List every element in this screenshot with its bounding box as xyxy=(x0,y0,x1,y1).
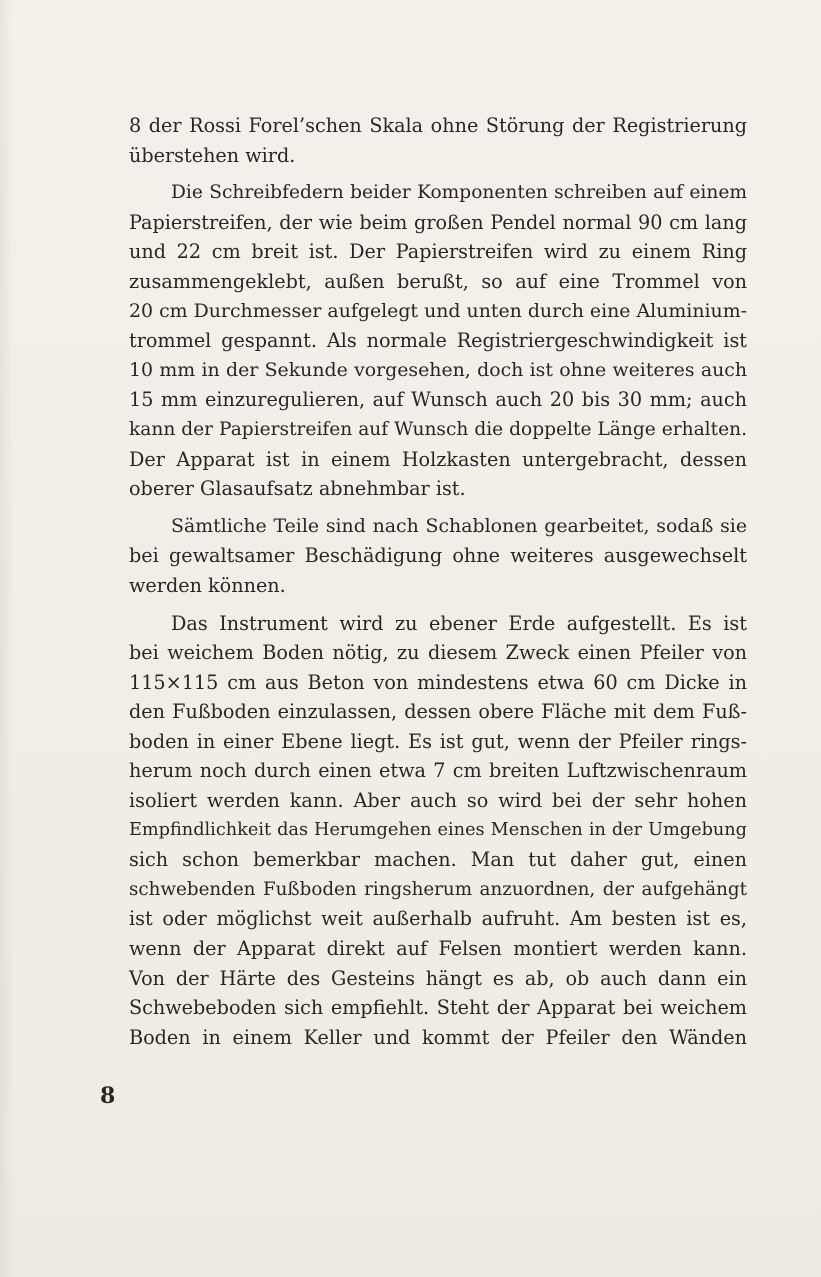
body-text xyxy=(129,111,747,1060)
text-line: Das Instrument wird zu ebener Erde aufgestellt. Es ist xyxy=(171,611,747,635)
paragraph xyxy=(129,111,747,170)
text-line: ist oder möglichst weit außerhalb aufruht. Am besten ist es, xyxy=(129,907,747,931)
text-line: schwebenden Fußboden ringsherum anzuordnen, der aufgehängt xyxy=(129,878,747,900)
text-line: überstehen wird. xyxy=(129,143,296,167)
paragraph xyxy=(129,178,747,504)
text-line: sich schon bemerkbar machen. Man tut daher gut, einen xyxy=(129,848,747,872)
text-line: bei gewaltsamer Beschädigung ohne weiteres ausgewechselt xyxy=(129,544,747,568)
text-line: oberer Glasaufsatz abnehmbar ist. xyxy=(129,477,466,501)
text-line: Sämtliche Teile sind nach Schablonen gearbeitet, sodaß sie xyxy=(171,514,747,537)
text-line: 8 der Rossi Forel’schen Skala ohne Störung der Registrierung xyxy=(129,114,747,137)
text-line: 20 cm Durchmesser aufgelegt und unten durch eine Aluminium- xyxy=(129,299,747,322)
text-line: Empfindlichkeit das Herumgehen eines Menschen in der Umgebung xyxy=(129,819,747,840)
text-line: boden in einer Ebene liegt. Es ist gut, wenn der Pfeiler rings- xyxy=(129,729,747,753)
text-line: kann der Papierstreifen auf Wunsch die doppelte Länge erhalten. xyxy=(129,418,747,440)
text-line: Papierstreifen, der wie beim großen Pendel normal 90 cm lang xyxy=(129,210,747,234)
text-line: Boden in einem Keller und kommt der Pfeiler den Wänden xyxy=(129,1025,747,1049)
text-line: den Fußboden einzulassen, dessen obere Fläche mit dem Fuß- xyxy=(129,700,747,724)
paragraph xyxy=(129,512,747,601)
text-line: isoliert werden kann. Aber auch so wird bei der sehr hohen xyxy=(129,789,747,813)
paragraph xyxy=(129,609,747,1053)
text-line: werden können. xyxy=(129,573,286,597)
text-line: 10 mm in der Sekunde vorgesehen, doch ist ohne weiteres auch xyxy=(129,358,747,381)
page-number: 8 xyxy=(100,1083,116,1109)
text-line: 115×115 cm aus Beton von mindestens etwa 60 cm Dicke in xyxy=(129,670,747,694)
text-line: wenn der Apparat direkt auf Felsen montiert werden kann. xyxy=(129,937,747,961)
text-line: trommel gespannt. Als normale Registriergeschwindigkeit ist xyxy=(129,329,747,353)
text-line: zusammengeklebt, außen berußt, so auf eine Trommel von xyxy=(129,269,747,293)
text-line: Die Schreibfedern beider Komponenten schreiben auf einem xyxy=(171,182,747,204)
text-line: herum noch durch einen etwa 7 cm breiten Luftzwischenraum xyxy=(129,759,747,783)
text-line: Der Apparat ist in einem Holzkasten untergebracht, dessen xyxy=(129,447,747,471)
text-line: bei weichem Boden nötig, zu diesem Zweck einen Pfeiler von xyxy=(129,641,747,665)
text-line: 15 mm einzuregulieren, auf Wunsch auch 20 bis 30 mm; auch xyxy=(129,388,747,412)
text-line: und 22 cm breit ist. Der Papierstreifen wird zu einem Ring xyxy=(129,240,747,264)
text-line: Schwebeboden sich empfiehlt. Steht der Apparat bei weichem xyxy=(129,996,747,1020)
text-line: Von der Härte des Gesteins hängt es ab, ob auch dann ein xyxy=(129,966,747,990)
